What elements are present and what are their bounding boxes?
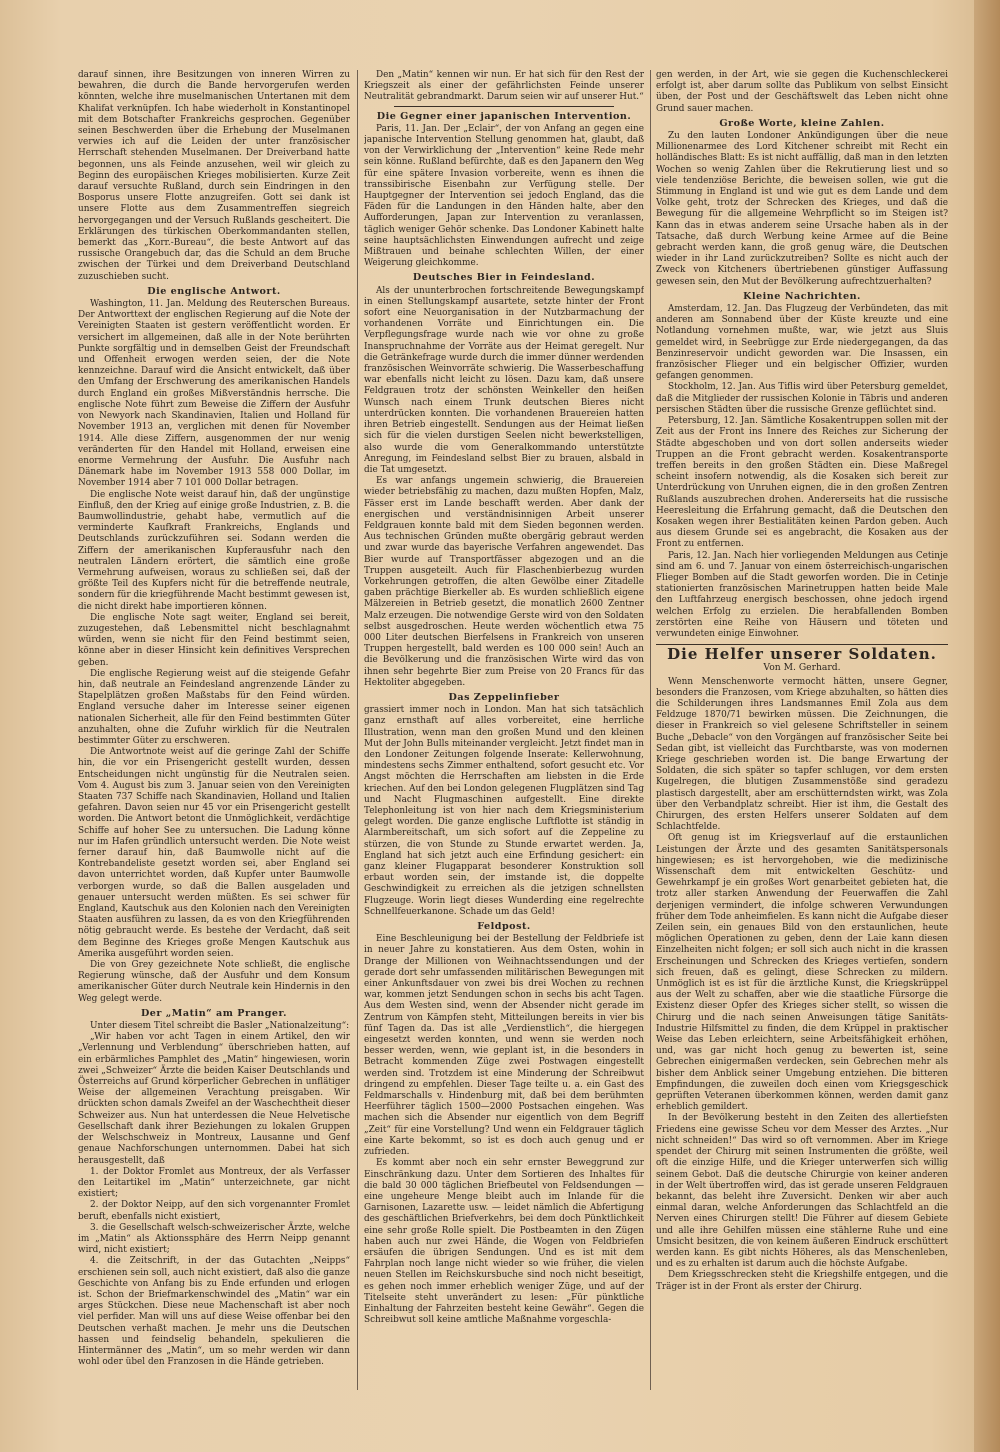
heading-kleine-nachrichten: Kleine Nachrichten. xyxy=(743,290,861,302)
paragraph: Paris, 11. Jan. Der „Eclair“, der von Anfang an gegen eine japanische Intervention Stellung genommen hat, glaubt, daß von der Verwirklichung der „Intervention“ keine Rede mehr sein könne. Rußland befürchte, daß es den Japanern den Weg für eine spätere Invasion vorbereite, wenn es ihnen die transsibirische Eisenbahn zur Verfügung stelle. Der Hauptgegner der Intervention sei jedoch England, das die Fäden für die Landungen in den Händen halte, aber den Aufforderungen, Japan zur Intervention zu veranlassen, täglich weniger Gehör schenke. Das Londoner Kabinett halte seine hauptsächlichsten Einwendungen aufrecht und zeige Mißtrauen und beinahe schlechten Willen, der einer Weigerung gleichkomme. xyxy=(364,123,644,269)
paragraph: Oft genug ist im Kriegsverlauf auf die erstaunlichen Leistungen der Ärzte und des gesamten Sanitätspersonals hingewiesen; es ist hervorgehoben, wie die medizinische Wissenschaft dem mit entwickelten Geschütz- und Gewehrkampf je ein großes Wort genarbeitet gebieten hat, die trotz aller starken Anwendung der Feuerwaffen die Zahl derjenigen vermindert, die infolge schweren Verwundungen früher dem Tode anheimfielen. Es kann nicht die Aufgabe dieser Zeilen sein, ein genaues Bild von den erstaunlichen, heute möglichen Operationen zu geben, denn der Laie kann diesen Einzelheiten nicht folgen; er soll sich auch nicht in die krassen Erscheinungen und Schrecken des Krieges vertiefen, sondern sich freuen, daß es gelingt, diese Schrecken zu mildern. Unmöglich ist es ist für die ärztliche Kunst, die Kriegskrüppel aus der Welt zu schaffen, aber wie die staatliche Fürsorge die Existenz dieser Opfer des Krieges sicher stellt, so wissen die Chirurg und die nach seinen Anweisungen tätige Sanitäts-Industrie Hilfsmittel zu finden, die dem Krüppel in praktischer Weise das Leben erleichtern, seine Arbeitsfähigkeit erhöhen, und, was gar nicht hoch genug zu bewerten ist, seine Gebrechen einigermaßen verdecken, sein Gebrechen mehr als bisher dem Anblick seiner Umgebung entziehen. Die bitteren Empfindungen, die zuweilen doch einen vom Kriegsgeschick geprüften Veteranen überkommen können, werden damit ganz erheblich gemildert. xyxy=(656,833,948,1113)
heading-englische-antwort: Die englische Antwort. xyxy=(147,285,281,297)
col2-intro: Den „Matin“ kennen wir nun. Er hat sich für den Rest der Kriegszeit als einer der gefährlichsten Feinde unserer Neutralität gebrandmarkt. Darum seien wir auf unserer Hut.“ xyxy=(364,70,644,103)
paragraph: Die englische Note sagt weiter, England sei bereit, zuzugestehen, daß Lebensmittel nicht beschlagnahmt würden, wenn sie nicht für den Feind bestimmt seien, könne aber in dieser Hinsicht kein definitives Versprechen geben. xyxy=(78,612,350,668)
paragraph: Stockholm, 12. Jan. Aus Tiflis wird über Petersburg gemeldet, daß die Mitglieder der russischen Kolonie in Täbris und anderen persischen Städten über die russische Grenze geflüchtet sind. xyxy=(656,382,948,415)
heading-grosse-worte: Große Worte, kleine Zahlen. xyxy=(719,117,885,129)
paragraph: In der Bevölkerung besteht in den Zeiten des allertiefsten Friedens eine gewisse Scheu vor dem Messer des Arztes. „Nur nicht schneiden!“ Das wird so oft vernommen. Aber im Kriege spendet der Chirurg mit seinen Instrumenten die größte, weil oft die einzige Hilfe, und die Krieger unterwerfen sich willig seinem Gebot. Daß die deutsche Chirurgie von keiner anderen in der Welt übertroffen wird, das ist gerade unseren Feldgrauen bekannt, das beleht ihre Zuversicht. Denken wir aber auch einmal daran, welche Anforderungen das Schlachtfeld an die Nerven eines Chirurgen stellt! Die Führer auf diesem Gebiete und alle ihre Gehilfen müssen eine stählerne Ruhe und eine Umsicht besitzen, die von keinem äußeren Eindruck erschüttert werden kann. Es gibt nichts Höheres, als das Menschenleben, und es zu erhalten ist darum auch die höchste Aufgabe. xyxy=(656,1113,948,1270)
paragraph: Wenn Menschenworte vermocht hätten, unsere Gegner, besonders die Franzosen, vom Kriege abzuhalten, so hätten dies die Schilderungen ihres Landsmannes Emil Zola aus dem Feldzuge 1870/71 bewirken müssen. Die Zeichnungen, die dieser in Frankreich so viel gelesene Schriftsteller in seinem Buche „Debacle“ von den Vorgängen auf französischer Seite bei Sedan gibt, ist vielleicht das Furchtbarste, was von modernen Kriege geschrieben worden ist. Die bange Erwartung der Soldaten, die sich später so tapfer schlugen, vor dem ersten Kugelregen, die blutigen Zusammenstöße sind geradezu plastisch dargestellt, aber am erschütterndsten wirkt, was Zola über den Verbandplatz schreibt. Hier ist ihm, die Gestalt des Chirurgen, des ersten Helfers unserer Soldaten auf dem Schlachtfelde. xyxy=(656,676,948,833)
column-2 xyxy=(364,70,644,1390)
heading-deutsches-bier: Deutsches Bier in Feindesland. xyxy=(412,272,596,284)
paragraph: Amsterdam, 12. Jan. Das Flugzeug der Verbündeten, das mit anderen am Sonnabend über der Küste kreuzte und eine Notlandung vornehmen mußte, war, wie jetzt aus Sluis gemeldet wird, in Seebrügge zur Erde niedergegangen, da das Benzinreservoir undicht geworden war. Die Insassen, ein französischer Flieger und ein belgischer Offizier, wurden gefangen genommen. xyxy=(656,304,948,382)
paragraph: Die von Grey gezeichnete Note schließt, die englische Regierung wünsche, daß der Ausfuhr und dem Konsum amerikanischer Güter durch Neutrale kein Hindernis in den Weg gelegt werde. xyxy=(78,960,350,1004)
paragraph: 3. die Gesellschaft welsch-schweizerischer Ärzte, welche im „Matin“ als Aktionssphäre des Herrn Neipp genannt wird, nicht existiert; xyxy=(78,1222,350,1256)
paragraph: Es kommt aber noch ein sehr ernster Beweggrund zur Einschränkung dazu. Unter dem Sortieren des Inhaltes für die bald 30 000 täglichen Briefbeutel von Feldsendungen — eine ungeheure Menge bleibt auch im Inlande für die Garnisonen, Lazarette usw. — leidet nämlich die Abfertigung des geschäftlichen Briefverkehrs, bei dem doch Pünktlichkeit eine sehr große Rolle spielt. Die Postbeamten in den Zügen haben auch nur zwei Hände, die Wogen von Feldbriefen ersäufen die übrigen Sendungen. Und es ist mit dem Fahrplan noch lange nicht wieder so wie früher, die vielen neuen Stellen im Reichskursbuche sind noch nicht beseitigt, es gehen noch immer erheblich weniger Züge, und auf der Titelseite steht unverändert zu lesen: „Für pünktliche Einhaltung der Fahrzeiten besteht keine Gewähr“. Gegen die Schreibwut soll keine amtliche Maßnahme vorgeschla- xyxy=(364,1158,644,1326)
paragraph: 2. der Doktor Neipp, auf den sich vorgenannter Fromlet beruft, ebenfalls nicht existiert, xyxy=(78,1200,350,1222)
paragraph: 1. der Doktor Fromlet aus Montreux, der als Verfasser den Leitartikel im „Matin“ unterzeichnete, gar nicht existiert; xyxy=(78,1166,350,1200)
paragraph: „Wir haben vor acht Tagen in einem Artikel, den wir „Verlennung und Verblendung“ überschrieben hatten, auf ein erbärmliches Pamphlet des „Matin“ hingewiesen, worin zwei „Schweizer“ Ärzte die beiden Kaiser Deutschlands und Österreichs auf Grund körperlicher Gebrechen in unflätiger Weise der allgemeinen Verachtung preisgaben. Wir drückten schon damals Zweifel an der Waschechtheit dieser Schweizer aus. Nun hat unterdessen die Neue Helvetische Gesellschaft dank ihrer Beziehungen zu lokalen Gruppen der Welschschweiz in Montreux, Lausanne und Genf genaue Nachforschungen unternommen. Dabei hat sich herausgestellt, daß xyxy=(78,1032,350,1166)
heading-matin-pranger: Der „Matin“ am Pranger. xyxy=(140,1007,288,1019)
paragraph: Eine Beschleunigung bei der Bestellung der Feldbriefe ist in neuer Jahre zu konstatieren. Aus dem Osten, wohin in Drange der Millionen von Weihnachtssendungen und der gerade dort sehr umfassenden militärischen Bewegungen mit einer Ankunftsdauer von zwei bis drei Wochen zu rechnen war, kommen jetzt Sendungen schon in sechs bis acht Tagen. Aus dem Westen sind, wenn der Absender nicht gerade im Zentrum von Kämpfen steht, Mitteilungen bereits in vier bis fünf Tagen da. Das ist alle „Verdienstlich“, die hiergegen eingesetzt werden konnten, und wenn sie werden noch besser werden, wenn, wie geplant ist, in die besonders in Betracht kommenden Züge zwei Postwagen eingestellt werden sind. Trotzdem ist eine Minderung der Schreibwut dringend zu empfehlen. Dieser Tage teilte u. a. ein Gast des Feldmarschalls v. Hindenburg mit, daß bei dem berühmten Heerführer täglich 1500—2000 Postsachen eingehen. Was machen sich die Absender nur eigentlich von dem Begriff „Zeit“ für eine Vorstellung? Und wenn ein Feldgrauer täglich eine Karte bekommt, so ist es doch auch genug und er zufrieden. xyxy=(364,934,644,1158)
paragraph: Die englische Note weist darauf hin, daß der ungünstige Einfluß, den der Krieg auf einige große Industrien, z. B. die Baumwollindustrie, gehabt habe, vermutlich auf die verminderte Kaufkraft Frankreichs, Englands und Deutschlands zurückzuführen sei. Sodann werden die Ziffern der amerikanischen Kupferausfuhr nach den neutralen Ländern erörtert, die sämtlich eine große Vermehrung aufweisen, woraus zu schließen sei, daß der größte Teil des Kupfers nicht für die betreffende neutrale, sondern für die kriegführende Macht bestimmt gewesen ist, die nicht direkt habe importieren können. xyxy=(78,489,350,612)
paragraph: Die englische Regierung weist auf die steigende Gefahr hin, daß neutrale an Feindesland angrenzende Länder zu Stapelplätzen großen Maßstabs für den Feind würden. England versuche daher im Interesse seiner eigenen nationalen Sicherheit, alle für den Feind bestimmten Güter anzuhalten, ohne die Zufuhr wirklich für die Neutralen bestimmter Güter zu erschweren. xyxy=(78,668,350,746)
column-1 xyxy=(78,70,350,1390)
column-divider xyxy=(650,70,651,1390)
column-3 xyxy=(656,70,948,1390)
column-divider xyxy=(357,70,358,1390)
paragraph: Washington, 11. Jan. Meldung des Reuterschen Bureaus. Der Antworttext der englischen Regierung auf die Note der Vereinigten Staaten ist gestern veröffentlicht worden. Er versichert im allgemeinen, daß alle in der Note berührten Punkte sorgfältig und in demselben Geist der Freundschaft und Offenheit erwogen werden seien, der die Note kennzeichne. Darauf wird die Ansicht entwickelt, daß über den Umfang der Erschwerung des amerikanischen Handels durch England ein großes Mißverständnis herrsche. Die englische Note führt zum Beweise die Ziffern der Ausfuhr von Newyork nach Skandinavien, Italien und Holland für November 1913 an, verglichen mit denen für November 1914. Alle diese Ziffern, ausgenommen der nur wenig veränderten für den Handel mit Holland, erweisen eine enorme Vermehrung der Ausfuhr. Die Ausfuhr nach Dänemark habe im November 1913 558 000 Dollar, im November 1914 aber 7 101 000 Dollar betragen. xyxy=(78,299,350,489)
paragraph: Petersburg, 12. Jan. Sämtliche Kosakentruppen sollen mit der Zeit aus der Front ins Innere des Reiches zur Sicherung der Städte abgeschoben und von dort sollen anderseits wieder Truppen an die Front gebracht werden. Kosakentransporte treffen bereits in den großen Städten ein. Diese Maßregel scheint insofern notwendig, als die Kosaken sich bereit zur Unterdrückung von Unruhen eignen, die in den großen Zentren Rußlands auszubrechen drohen. Andererseits hat die russische Heeresleitung die Erfahrung gemacht, daß die Deutschen den Kosaken wegen ihrer Bestialitäten keinen Pardon geben. Auch aus diesem Grunde sei es angebracht, die Kosaken aus der Front zu entfernen. xyxy=(656,416,948,550)
heading-japanische-intervention: Die Gegner einer japanischen Intervention. xyxy=(376,110,632,122)
paragraph: Unter diesem Titel schreibt die Basler „Nationalzeitung“: xyxy=(90,1021,350,1032)
heading-helfer-soldaten: Die Helfer unserer Soldaten. xyxy=(667,645,937,664)
byline: Von M. Gerhard. xyxy=(763,662,841,674)
heading-feldpost: Feldpost. xyxy=(477,921,531,933)
paragraph: Dem Kriegsschrecken steht die Kriegshilfe entgegen, und die Träger ist in der Front als erster der Chirurg. xyxy=(656,1270,948,1292)
paragraph: 4. die Zeitschrift, in der das Gutachten „Neipps“ erschienen sein soll, auch nicht existiert, daß also die ganze Geschichte von Anfang bis zu Ende erfunden und erlogen ist. Schon der Briefmarkenschwindel des „Matin“ war ein arges Stückchen. Diese neue Machenschaft ist aber noch viel perfider. Man will uns auf diese Weise offenbar bei den Deutschen verhaßt machen. Je mehr uns die Deutschen hassen und feindselig behandeln, spekulieren die Hintermänner des „Matin“, um so mehr werden wir dann wohl oder übel den Franzosen in die Hände getrieben. xyxy=(78,1256,350,1368)
heading-zeppelinfieber: Das Zeppelinfieber xyxy=(448,691,560,703)
divider xyxy=(394,106,614,107)
paragraph: Paris, 12. Jan. Nach hier vorliegenden Meldungen aus Cetinje sind am 6. und 7. Januar von einem österreichisch-ungarischen Flieger Bomben auf die Stadt geworfen worden. Die in Cetinje stationierten französischen Marinetruppen hatten beide Male den Luftfahrzeug energisch beschossen, ohne jedoch irgend welchen Erfolg zu erzielen. Die herabfallenden Bomben zerstörten eine Reihe von Häusern und töteten und verwundeten einige Einwohner. xyxy=(656,550,948,639)
paragraph: grassiert immer noch in London. Man hat sich tatsächlich ganz ernsthaft auf alles vorbereitet, eine herrliche Illustration, wenn man den großen Mund und den kleinen Mut der John Bulls miteinander vergleicht. Jetzt findet man in den Londoner Zeitungen folgende Inserate: Kellerwohnung, mindestens sechs Zimmer enthaltend, sofort gesucht etc. Vor Angst möchten die Herrschaften am liebsten in die Erde kriechen. Auf den bei London gelegenen Flugplätzen sind Tag und Nacht Flugmaschinen aufgestellt. Eine direkte Telephonleitung ist von hier nach dem Kriegsministerium gelegt worden. Die ganze englische Luftflotte ist ständig in Alarmbereitschaft, um sich sofort auf die Zeppeline zu stürzen, die von Stunde zu Stunde erwartet werden. Ja, England hat sich jetzt auch eine Erfindung gesichert: ein ganz kleiner Flugapparat besonderer Konstruktion soll erbaut worden sein, der imstande ist, die doppelte Geschwindigkeit zu erreichen als die jetzigen schnellsten Flugzeuge. Worin liegt dieses Wunderding eine regelrechte Schnellfeuerkanone. Schade um das Geld! xyxy=(364,705,644,917)
paragraph: Die Antwortnote weist auf die geringe Zahl der Schiffe hin, die vor ein Prisengericht gestellt wurden, dessen Entscheidungen nicht ungünstig für die Neutralen seien. Vom 4. August bis zum 3. Januar seien von den Vereinigten Staaten 737 Schiffe nach Skandinavien, Holland und Italien gefahren. Davon seien nur 45 vor ein Prisengericht gestellt worden. Die Antwort betont die Unmöglichkeit, verdächtige Schiffe auf hoher See zu untersuchen. Die Ladung könne nur im Hafen gründlich untersucht werden. Die Note weist ferner darauf hin, daß Baumwolle nicht auf die Kontrebandeliste gesetzt worden sei, aber England sei davon unterrichtet worden, daß Kupfer unter Baumwolle verborgen wurde, so daß die Ballen ausgeladen und genauer untersucht werden müßten. Es sei schwer für England, Kautschuk aus den Kolonien nach den Vereinigten Staaten ausführen zu lassen, da es von den Kriegführenden nötig gebraucht werde. Es bestehe der Verdacht, daß seit dem Beginne des Krieges große Mengen Kautschuk aus Amerika ausgeführt worden seien. xyxy=(78,747,350,959)
paragraph: Als der ununterbrochen fortschreitende Bewegungskampf in einen Stellungskampf ausartete, setzte hinter der Front sofort eine Neuorganisation in der Nutzbarmachung der vorhandenen Vorräte und Einrichtungen ein. Die Verpflegungsfrage wurde nach wie vor ohne zu große Inanspruchnahme der Vorräte aus der Heimat geregelt. Nur die Getränkefrage wurde durch die immer dünner werdenden französischen Weinvorräte schwierig. Die Wasserbeschaffung war ebenfalls nicht leicht zu lösen. Dazu kam, daß unsere Feldgrauen trotz der schönsten Weinkeller den heißen Wunsch nach einem Trunk deutschen Bieres nicht unterdrücken konnten. Die vorhandenen Brauereien hatten ihren Betrieb eingestellt. Sendungen aus der Heimat ließen sich für die vielen durstigen Seelen nicht bewerkstelligen, also wurde die vom Generalkommando unterstützte Anregung, im Feindesland selbst Bier zu brauen, alsbald in die Tat umgesetzt. xyxy=(364,285,644,475)
paragraph: Es war anfangs ungemein schwierig, die Brauereien wieder betriebsfähig zu machen, dazu mußten Hopfen, Malz, Fässer erst im Lande beschafft werden. Aber dank der energischen und verständnisinnigen Arbeit unserer Feldgrauen konnte bald mit dem Sieden begonnen werden. Aus technischen Gründen mußte obergärig gebraut werden und zwar wurde das bayerische Verfahren angewendet. Das Bier wurde auf Transportfässer abgezogen und an die Truppen ausgeteilt. Auch für Flaschenbierbezug wurden Vorkehrungen getroffen, die alten Gewölbe einer Zitadelle gaben prächtige Bierkeller ab. Es wurden schließlich eigene Mälzereien in Betrieb gesetzt, die monatlich 2600 Zentner Malz erzeugen. Die notwendige Gerste wird von den Soldaten selbst ausgedroschen. Heute werden wöchentlich etwa 75 000 Liter deutschen Bierfelsens in Frankreich von unseren Truppen hergestellt, bald werden es 100 000 sein! Auch an die Bevölkerung und die französischen Wirte wird das von ihnen sehr begehrte Bier zum Preise von 20 Francs für das Hektoliter abgegeben. xyxy=(364,476,644,688)
col1-intro: darauf sinnen, ihre Besitzungen von inneren Wirren zu bewahren, die durch die Bande hervorgerufen werden könnten, welche ihre muselmanischen Untertanen mit dem Khalifat verknüpfen. Ich habe wiederholt in Konstantinopel mit dem Botschafter Frankreichs gesprochen. Gegenüber seinen Beschwerden über die Erhebung der Muselmanen verwies ich auf die Leiden der unter französischer Herrschaft stehenden Muselmanen. Der Dreiverband hatte begonnen, uns als Feinde anzusehen, weil wir gleich zu Beginn des europäischen Krieges mobilisierten. Kurze Zeit darauf versuchte Rußland, durch sein Eindringen in den Bosporus unsere Flotte anzugreifen. Gott sei dank ist unsere Flotte aus dem Zusammentreffen siegreich hervorgegangen und der Versuch Rußlands gescheitert. Die Erklärungen des türkischen Oberkommandanten stellen, bemerkt das „Korr.-Bureau“, die beste Antwort auf das russische Orangebuch dar, das die Schuld an dem Bruche zwischen der Türkei und dem Dreiverband Deutschland zuzuschieben sucht. xyxy=(78,70,350,282)
page-edge xyxy=(974,0,1000,1452)
col3-intro: gen werden, in der Art, wie sie gegen die Kuchenschleckerei erfolgt ist, aber darum sollte das Publikum von selbst Einsicht üben, der Post und der Geschäftswelt das Leben nicht ohne Grund sauer machen. xyxy=(656,70,948,114)
paragraph: Zu den lauten Londoner Ankündigungen über die neue Millionenarmee des Lord Kitchener schreibt mit Recht ein holländisches Blatt: Es ist nicht auffällig, daß man in den letzten Wochen so wenig Zahlen über die Rekrutierung liest und so viele tendenziöse Berichte, die beweisen sollen, wie gut die Stimmung in England ist und wie gut es dem Lande und dem Volke geht, trotz der Schrecken des Krieges, und daß die Bewegung für die allgemeine Wehrpflicht so im Steigen ist? Kann das in etwas anderem seine Ursache haben als in der Tatsache, daß durch Werbung keine Armee auf die Beine gebracht werden kann, die groß genug wäre, die Deutschen wieder in ihr Land zurückzutreiben? Sollte es nicht auch der Zweck von Kitcheners übertriebenen günstiger Auffassung gewesen sein, den Mut der Bevölkerung aufrechtzuerhalten? xyxy=(656,131,948,287)
